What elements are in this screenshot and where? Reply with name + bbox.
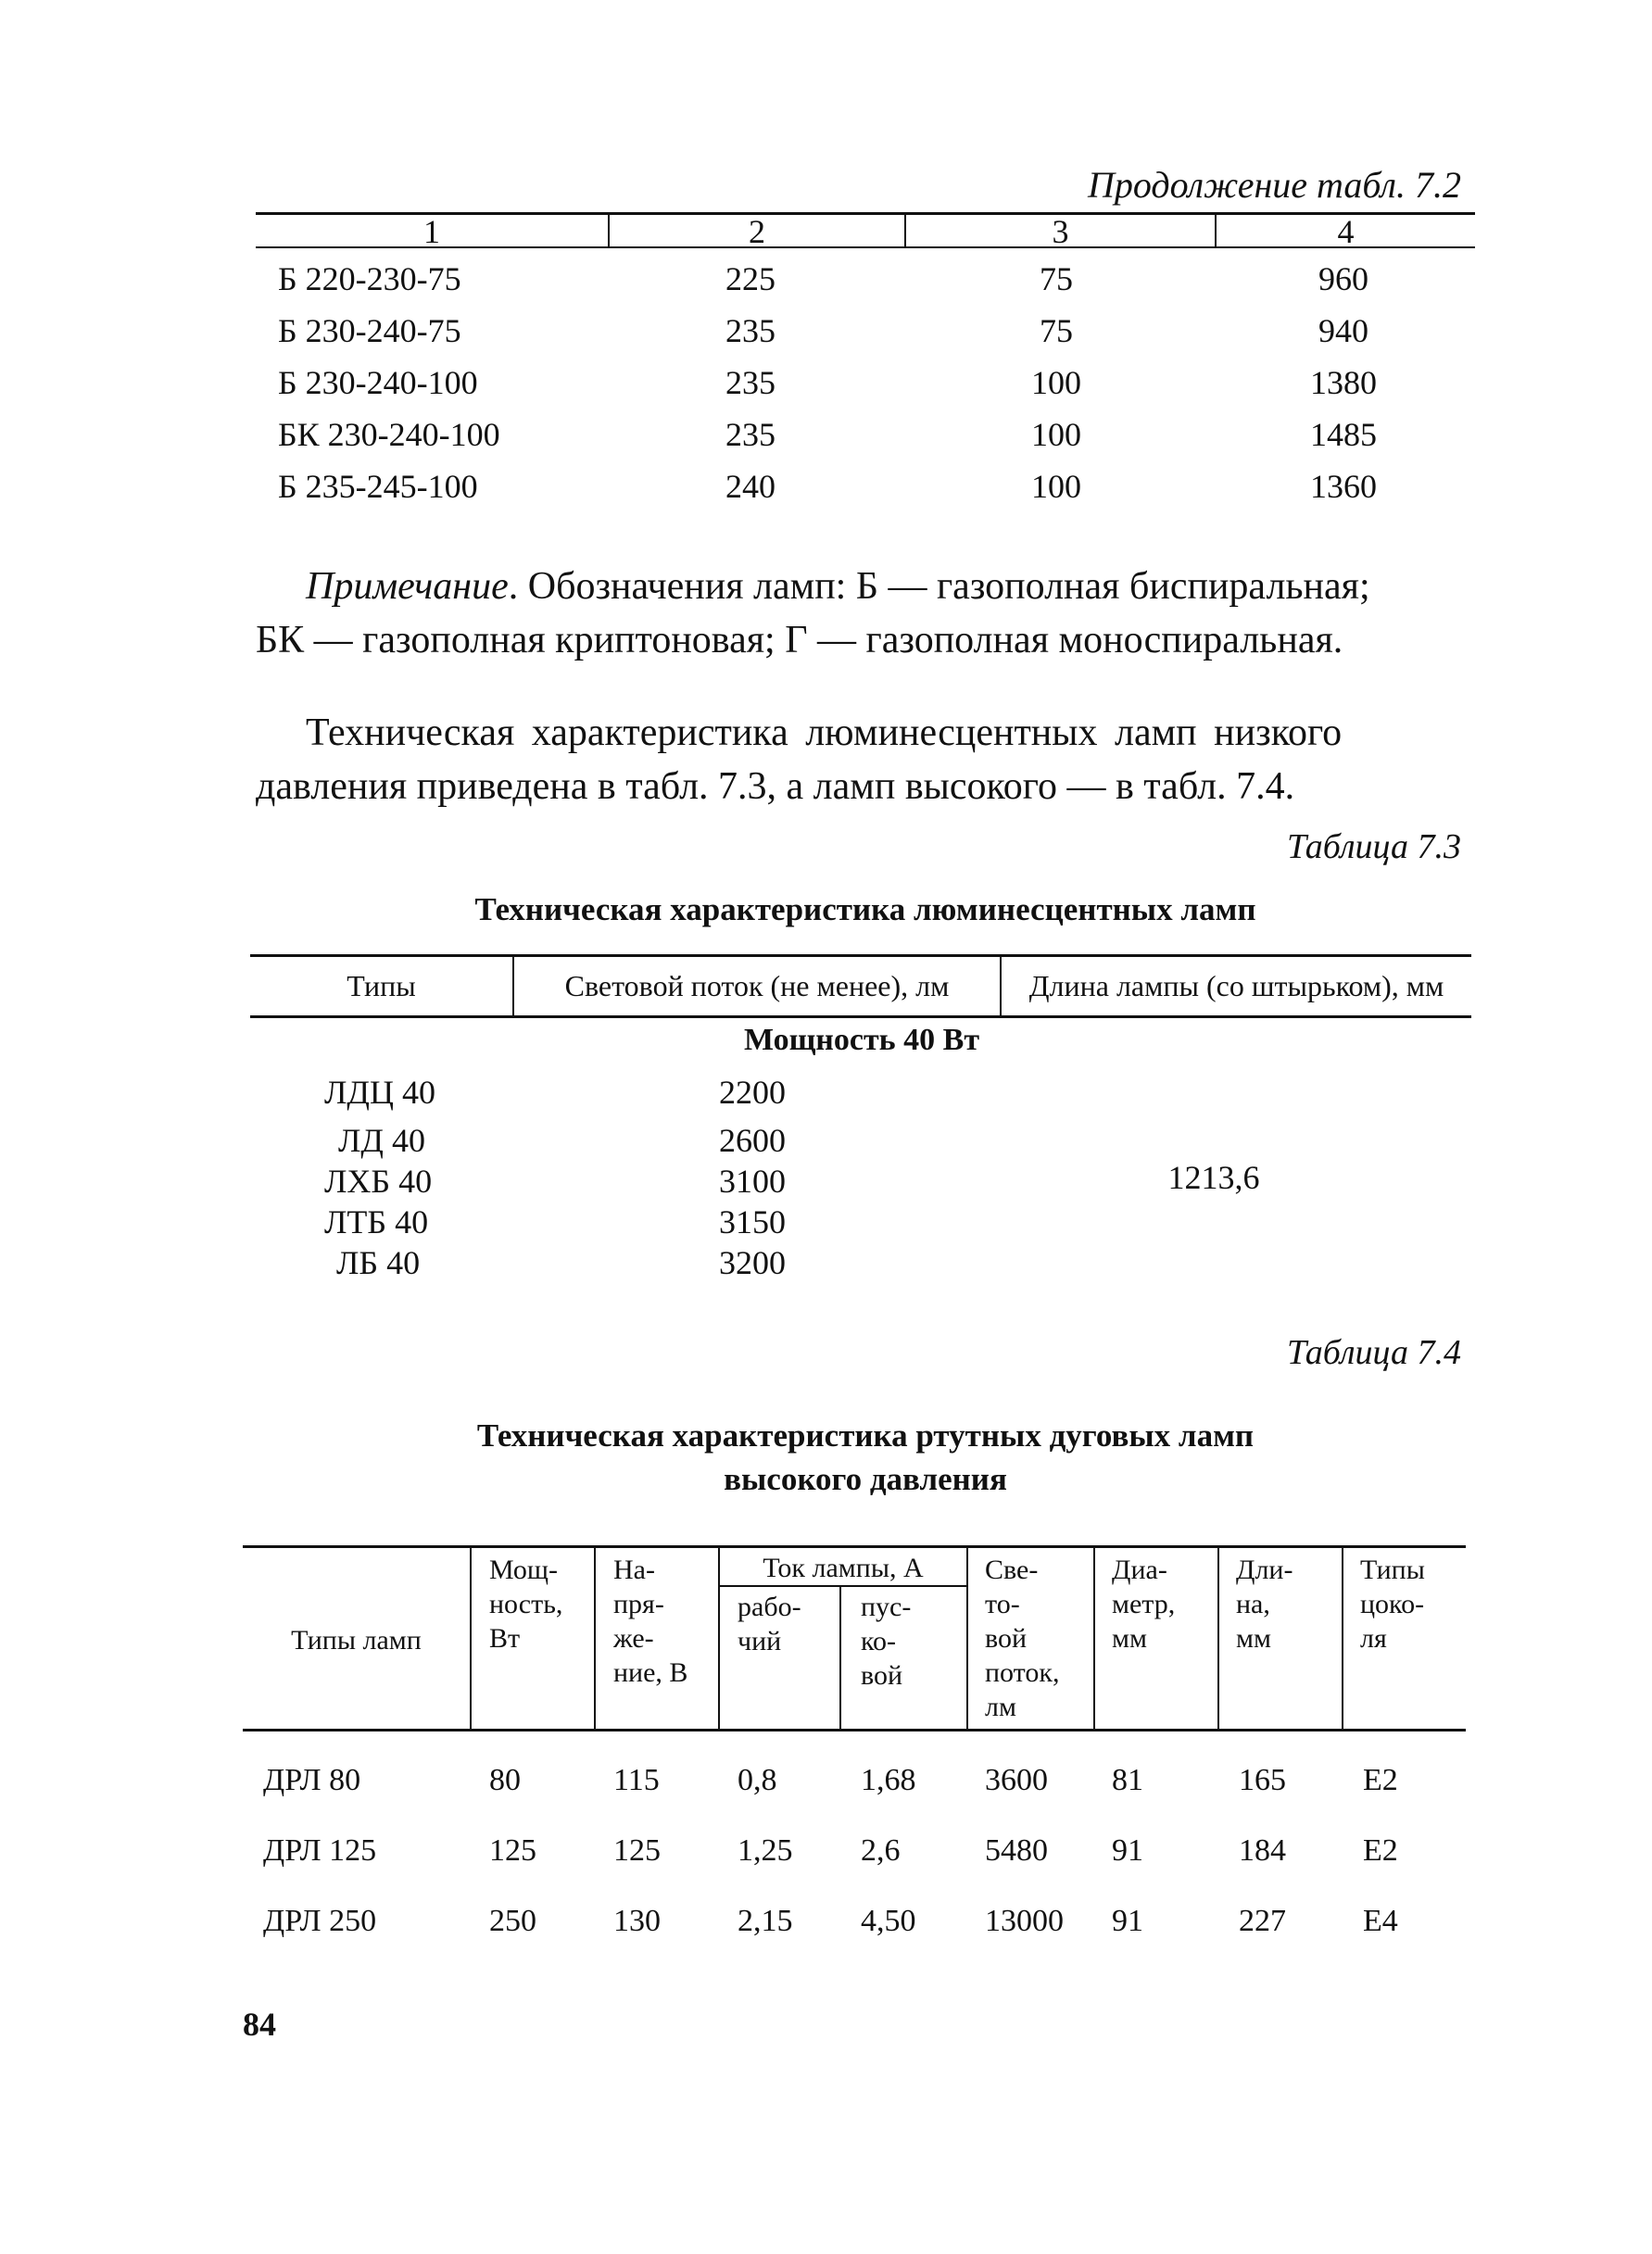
table-cell: Б 220-230-75 — [278, 260, 461, 297]
note-text: БК — газополная криптоновая; Г — газополная моноспиральная. — [256, 619, 1343, 661]
table72-caption: Продолжение табл. 7.2 — [1087, 164, 1461, 206]
table-cell: 3150 — [719, 1203, 786, 1240]
table-cell: 2200 — [719, 1074, 786, 1111]
table74-header: Мощ- ность, Вт — [489, 1555, 563, 1654]
table-cell: 940 — [1318, 312, 1368, 349]
table-cell: 3100 — [719, 1163, 786, 1200]
table73-header: Световой поток (не менее), лм — [564, 969, 950, 1002]
table74-header: Типы цоко- ля — [1360, 1555, 1425, 1654]
table-cell: 4,50 — [861, 1904, 916, 1938]
table-cell: ДРЛ 80 — [263, 1763, 361, 1797]
table-cell: Е2 — [1363, 1763, 1398, 1797]
table-cell: 225 — [725, 260, 776, 297]
table-cell: 115 — [613, 1763, 660, 1797]
table-cell: 2,15 — [738, 1904, 793, 1938]
note-text: . Обозначения ламп: Б — газополная биспиральная; — [508, 565, 1370, 608]
note-label: Примечание — [306, 565, 509, 608]
table-cell: 125 — [489, 1833, 536, 1868]
note — [306, 560, 1475, 613]
table-cell: 125 — [613, 1833, 661, 1868]
table-cell: 91 — [1112, 1833, 1143, 1868]
table73-header: Длина лампы (со штырьком), мм — [1028, 969, 1444, 1002]
table-cell: 165 — [1239, 1763, 1286, 1797]
table74-header: Дли- на, мм — [1236, 1555, 1293, 1654]
table74-title: Техническая характеристика ртутных дуговых ламп — [476, 1417, 1255, 1454]
table72-header: 1 — [423, 213, 440, 250]
table-cell: Е2 — [1363, 1833, 1398, 1868]
table-cell: 100 — [1031, 364, 1081, 401]
table74-header: На- пря- же- ние, В — [613, 1555, 688, 1688]
table74-header: Све- то- вой поток, лм — [985, 1555, 1060, 1722]
table-cell: ЛТБ 40 — [324, 1203, 429, 1240]
table-cell: 1,68 — [861, 1763, 916, 1797]
table-cell: 1360 — [1310, 468, 1377, 505]
table-cell: 250 — [489, 1904, 536, 1938]
table73-title: Техническая характеристика люминесцентных ламп — [474, 891, 1256, 927]
table-cell: 130 — [613, 1904, 661, 1938]
table-cell: ДРЛ 250 — [263, 1904, 377, 1938]
table-cell: ЛБ 40 — [336, 1244, 421, 1281]
table-cell: 13000 — [985, 1904, 1064, 1938]
table-cell: 235 — [725, 312, 776, 349]
table-cell: 0,8 — [738, 1763, 777, 1797]
table72-header: 2 — [749, 213, 765, 250]
table-cell: 1,25 — [738, 1833, 793, 1868]
table-cell: Б 235-245-100 — [278, 468, 478, 505]
table74-label: Таблица 7.4 — [1287, 1333, 1461, 1372]
table-cell: 240 — [725, 468, 776, 505]
table-cell: 235 — [725, 416, 776, 453]
table73-length: 1213,6 — [1167, 1159, 1260, 1196]
table-cell: 227 — [1239, 1904, 1286, 1938]
table-cell: 1380 — [1310, 364, 1377, 401]
table-cell: 235 — [725, 364, 776, 401]
table-cell: ЛХБ 40 — [324, 1163, 433, 1200]
table-cell: БК 230-240-100 — [278, 416, 500, 453]
table-cell: Б 230-240-75 — [278, 312, 461, 349]
table-cell: 3600 — [985, 1763, 1048, 1797]
table-cell: 1485 — [1310, 416, 1377, 453]
table72-header: 4 — [1337, 213, 1355, 250]
table-cell: 960 — [1318, 260, 1368, 297]
paragraph-line: Техническая характеристика люминесцентных ламп низкого — [306, 711, 1343, 754]
table-cell: 81 — [1112, 1763, 1143, 1797]
table-cell: ДРЛ 125 — [263, 1833, 377, 1868]
table-cell: 75 — [1040, 260, 1073, 297]
table74-title: высокого давления — [724, 1461, 1007, 1497]
page-number: 84 — [243, 2006, 276, 2043]
table-cell: Е4 — [1363, 1904, 1398, 1938]
table74-header: Типы ламп — [291, 1625, 422, 1656]
table73-header: Типы — [347, 969, 416, 1002]
table74-header: рабо- чий — [738, 1592, 801, 1656]
table73-group: Мощность 40 Вт — [743, 1023, 980, 1057]
table73-label: Таблица 7.3 — [1287, 827, 1461, 866]
table74-header: пус- ко- вой — [861, 1592, 912, 1691]
table-cell: 80 — [489, 1763, 521, 1797]
table-cell: 2600 — [719, 1122, 786, 1159]
table-cell: 100 — [1031, 416, 1081, 453]
paragraph-line: давления приведена в табл. 7.3, а ламп высокого — в табл. 7.4. — [256, 765, 1295, 808]
table-cell: 184 — [1239, 1833, 1286, 1868]
table-cell: 100 — [1031, 468, 1081, 505]
table-cell: 75 — [1040, 312, 1073, 349]
table-cell: 2,6 — [861, 1833, 901, 1868]
table74-header: Диа- метр, мм — [1112, 1555, 1176, 1654]
table72-header: 3 — [1052, 213, 1069, 250]
table-cell: Б 230-240-100 — [278, 364, 478, 401]
table-cell: ЛДЦ 40 — [324, 1074, 435, 1111]
table-cell: ЛД 40 — [338, 1122, 425, 1159]
table-cell: 5480 — [985, 1833, 1048, 1868]
table-cell: 91 — [1112, 1904, 1143, 1938]
table74-header: Ток лампы, А — [763, 1553, 924, 1583]
table-cell: 3200 — [719, 1244, 786, 1281]
